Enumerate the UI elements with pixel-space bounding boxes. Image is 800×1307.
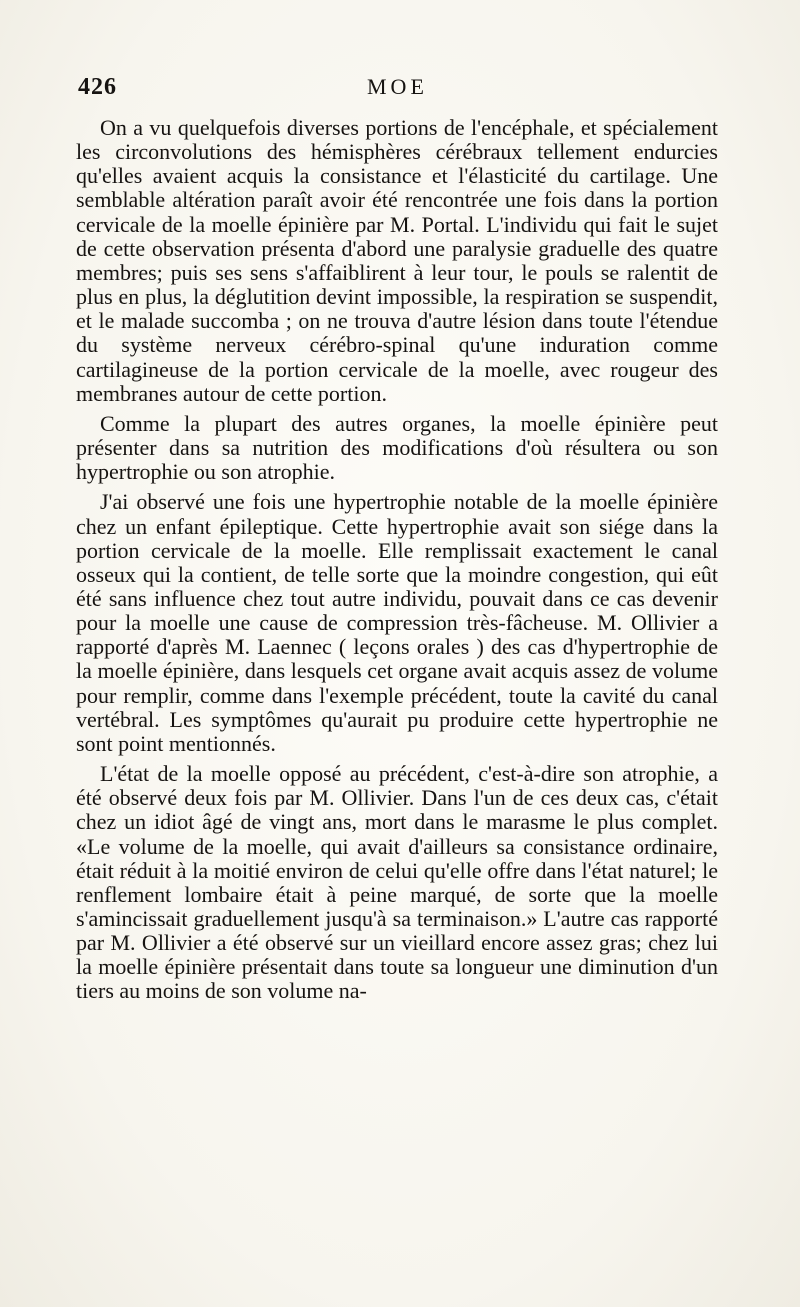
body-text xyxy=(76,116,718,1004)
page-number: 426 xyxy=(78,74,117,100)
page-header xyxy=(78,74,728,110)
paragraph: On a vu quelquefois diverses portions de l'encéphale, et spécialement les circonvolutions des hémisphères cérébraux tellement endurcies qu'elles avaient acquis la consistance et l'élasticité du cartilage. Une semblable altération paraît avoir été rencontrée une fois dans la portion cervicale de la moelle épinière par M. Portal. L'individu qui fait le sujet de cette observation présenta d'abord une paralysie graduelle des quatre membres; puis ses sens s'affaiblirent à leur tour, le pouls se ralentit de plus en plus, la déglutition devint impossible, la respiration se suspendit, et le malade succomba ; on ne trouva d'autre lésion dans toute l'étendue du système nerveux cérébro-spinal qu'une induration comme cartilagineuse de la portion cervicale de la moelle, avec rougeur des membranes autour de cette portion. xyxy=(76,115,718,406)
paragraph: Comme la plupart des autres organes, la moelle épinière peut présenter dans sa nutrition des modifications d'où résultera ou son hypertrophie ou son atrophie. xyxy=(76,410,718,485)
running-head: MOE xyxy=(367,74,428,99)
paragraph: J'ai observé une fois une hypertrophie notable de la moelle épinière chez un enfant épileptique. Cette hypertrophie avait son siége dans la portion cervicale de la moelle. Elle remplissait exactement le canal osseux qui la contient, de telle sorte que la moindre congestion, qui eût été sans influence chez tout autre individu, pouvait dans ce cas devenir pour la moelle une cause de compression très-fâcheuse. M. Ollivier a rapporté d'après M. Laennec ( leçons orales ) des cas d'hypertrophie de la moelle épinière, dans lesquels cet organe avait acquis assez de volume pour remplir, comme dans l'exemple précédent, toute la cavité du canal vertébral. Les symptômes qu'aurait pu produire cette hypertrophie ne sont point mentionnés. xyxy=(76,489,718,756)
paragraph: L'état de la moelle opposé au précédent, c'est-à-dire son atrophie, a été observé deux fois par M. Ollivier. Dans l'un de ces deux cas, c'était chez un idiot âgé de vingt ans, mort dans le marasme le plus complet. «Le volume de la moelle, qui avait d'ailleurs sa consistance ordinaire, était réduit à la moitié environ de celui qu'elle offre dans l'état naturel; le renflement lombaire était à peine marqué, de sorte que la moelle s'amincissait graduellement jusqu'à sa terminaison.» L'autre cas rapporté par M. Ollivier a été observé sur un vieillard encore assez gras; chez lui la moelle épinière présentait dans toute sa longueur une diminution d'un tiers au moins de son volume na- xyxy=(76,761,718,1004)
